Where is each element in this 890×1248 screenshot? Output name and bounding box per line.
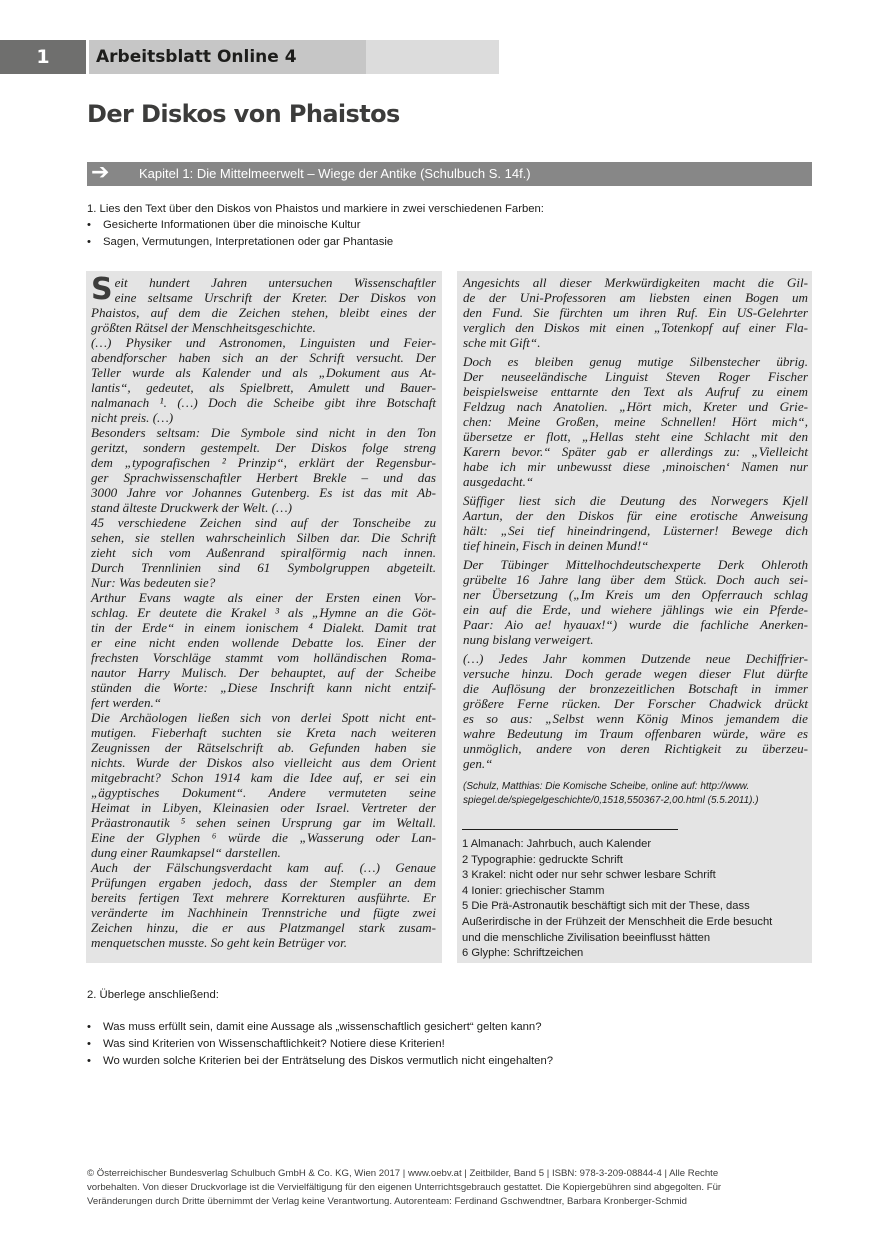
chapter-bar bbox=[87, 162, 812, 186]
article-line: menquetschen musste. So geht kein Betrüger vor. bbox=[91, 935, 347, 950]
article-line: nichts. Wurde der Diskos also vielleicht aus dem Orient bbox=[91, 755, 436, 770]
article-line: ausgedacht.“ bbox=[463, 474, 534, 489]
article-line: nalmanach ¹. (…) Doch die Scheibe gibt ihre Botschaft bbox=[91, 395, 436, 410]
article-line: Besonders seltsam: Die Symbole sind nicht in den Ton bbox=[91, 425, 436, 440]
article-line: den Fund. Sie fürchten um ihren Ruf. Ein US-Gelehrter bbox=[463, 305, 808, 320]
footer-line: © Österreichischer Bundesverlag Schulbuch GmbH & Co. KG, Wien 2017 | www.oebv.at | Zeitbilder, Band 5 | ISBN: 978-3-209-08844-4 | Alle Rechte bbox=[87, 1168, 719, 1179]
source-line: spiegel.de/spiegelgeschichte/0,1518,550367-2,00.html (5.5.2011).) bbox=[463, 795, 759, 806]
footnote-divider bbox=[462, 829, 678, 830]
article-line: zieht sich vom Außenrand spiralförmig nach innen. bbox=[91, 545, 436, 560]
article-line: versuche hinzu. Doch gerade wegen dieser Flut dürfte bbox=[463, 666, 808, 681]
header-tail-bar bbox=[366, 40, 499, 74]
article-line: eit hundert Jahren untersuchen Wissenschaftler bbox=[114, 275, 436, 290]
article-right-column bbox=[463, 275, 808, 808]
article-line: er eine nicht enden wollende Debatte los. Einer der bbox=[91, 635, 436, 650]
article-line: 45 verschiedene Zeichen sind auf der Tonscheibe zu bbox=[91, 515, 436, 530]
article-line: Phaistos, auf dem die Zeichen stehen, bleibt eines der bbox=[91, 305, 436, 320]
article-line: beispielsweise enttarnte den Text als Aufruf zu einem bbox=[463, 384, 808, 399]
article-line: übersetze er flott, „Hellas steht eine Schlacht mit den bbox=[463, 429, 808, 444]
article-line: Aartun, der den Diskos für eine erotische Anweisung bbox=[463, 508, 808, 523]
article-line: chen: Meine Großen, meine Schnellen! Hört mich“, bbox=[463, 414, 808, 429]
worksheet-title: Arbeitsblatt Online 4 bbox=[89, 40, 366, 74]
article-left-column bbox=[91, 272, 436, 950]
article-line: nautor Harry Mulisch. Der behauptet, auf der Scheibe bbox=[91, 665, 436, 680]
arrow-right-icon: ➔ bbox=[91, 160, 110, 185]
footnotes bbox=[462, 837, 812, 962]
article-line: sehen, sie stellen wahrscheinlich Silben dar. Die Schrift bbox=[91, 530, 436, 545]
footnote: Außerirdische in der Frühzeit der Menschheit die Erde besucht bbox=[462, 915, 773, 928]
article-line: Doch es bleiben genug mutige Silbenstecher übrig. bbox=[463, 354, 808, 369]
task-2-bullet: • Was sind Kriterien von Wissenschaftlichkeit? Notiere diese Kriterien! bbox=[87, 1038, 445, 1050]
article-line: unmöglich, andere von deren Richtigkeit zu überzeu- bbox=[463, 741, 808, 756]
footnote: 2 Typographie: gedruckte Schrift bbox=[462, 853, 623, 866]
dropcap: S bbox=[91, 272, 113, 307]
article-line: Der Tübinger Mittelhochdeutschexperte Derk Ohleroth bbox=[463, 557, 808, 572]
task-1-bullet: • Sagen, Vermutungen, Interpretationen oder gar Phantasie bbox=[87, 236, 394, 248]
article-line: Die Archäologen ließen sich von derlei Spott nicht ent- bbox=[91, 710, 436, 725]
article-line: gen.“ bbox=[463, 756, 493, 771]
task-1-instruction: 1. Lies den Text über den Diskos von Phaistos und markiere in zwei verschiedenen Farben: bbox=[87, 203, 544, 215]
article-line: hält: „Sei tief hineindringend, Lüsterner! Bewege dich bbox=[463, 523, 808, 538]
worksheet-header bbox=[0, 40, 499, 74]
article-line: dem „typografischen ² Prinzip“, erklärt der Regensbur- bbox=[91, 455, 436, 470]
article-line: dung einer Raumkapsel“ darstellen. bbox=[91, 845, 281, 860]
article-paragraph bbox=[463, 493, 808, 553]
article-line: Süffiger liest sich die Deutung des Norwegers Kjell bbox=[463, 493, 808, 508]
footnote: 3 Krakel: nicht oder nur sehr schwer lesbare Schrift bbox=[462, 869, 716, 882]
article-paragraph bbox=[463, 557, 808, 647]
article-line: veränderte im Nachhinein Trennstriche und fügte zwei bbox=[91, 905, 436, 920]
article-line: abendforscher haben sich an der Schrift versucht. Der bbox=[91, 350, 436, 365]
footnote: 5 Die Prä-Astronautik beschäftigt sich mit der These, dass bbox=[462, 900, 750, 913]
task-1-bullet: • Gesicherte Informationen über die minoische Kultur bbox=[87, 219, 361, 231]
article-line: größten Rätsel der Menschheitsgeschichte. bbox=[91, 320, 316, 335]
article-line: Heimat in Libyen, Kleinasien oder Israel. Vertreter der bbox=[91, 800, 436, 815]
article-line: ner Übersetzung („Im Kreis um den Opferrauch schlag bbox=[463, 587, 808, 602]
article-line: „ägyptisches Dokument“. Andere vermuteten seine bbox=[91, 785, 436, 800]
article-line: Durch Trennlinien sind 61 Symbolgruppen abgeteilt. bbox=[91, 560, 436, 575]
article-line: eine seltsame Urschrift der Kreter. Der Diskos von bbox=[114, 290, 436, 305]
article-paragraph bbox=[463, 275, 808, 350]
source-citation bbox=[463, 780, 808, 808]
article-line: Zeichen hinzu, die er aus Platzmangel stark zusam- bbox=[91, 920, 436, 935]
article-line: mitgebracht? Schon 1914 kam die Idee auf, er sei ein bbox=[91, 770, 436, 785]
article-line: nicht preis. (…) bbox=[91, 410, 174, 425]
article-line: Feldzug nach Anatolien. „Hört mich, Kreter und Grie- bbox=[463, 399, 808, 414]
article-line: (…) Jedes Jahr kommen Dutzende neue Dechiffrier- bbox=[463, 651, 808, 666]
article-line: bereits fertigen Text mehrere Korrekturen ausführte. Er bbox=[91, 890, 436, 905]
footnote: 1 Almanach: Jahrbuch, auch Kalender bbox=[462, 838, 652, 850]
article-line: lantis“, gedeutet, als Spielbrett, Amulett und Bauer- bbox=[91, 380, 436, 395]
article-line: wahre Bedeutung im Traum offenbaren würde, wäre es bbox=[463, 726, 808, 741]
article-line: Angesichts all dieser Merkwürdigkeiten macht die Gil- bbox=[463, 275, 808, 290]
article-line: geritzt, sondern gestempelt. Der Diskos folge streng bbox=[91, 440, 436, 455]
article-line: schlag. Er deutete die Krakel ³ als „Hymne an die Göt- bbox=[91, 605, 436, 620]
chapter-label: Kapitel 1: Die Mittelmeerwelt – Wiege der Antike (Schulbuch S. 14f.) bbox=[139, 166, 531, 181]
footer-line: vorbehalten. Von dieser Druckvorlage ist die Vervielfältigung für den eigenen Unterrichtsgebrauch gestattet. Die Kopiergebühren sind abgegolten. Für bbox=[87, 1182, 722, 1193]
article-line: 3000 Jahre vor Johannes Gutenberg. Es ist das mit Ab- bbox=[91, 485, 436, 500]
footer-line: Veränderungen durch Dritte übernimmt der Verlag keine Verantwortung. Autorenteam: Ferdinand Gschwendtner, Barbara Kronberger-Schmid bbox=[87, 1196, 687, 1207]
footnote: und die menschliche Zivilisation beeinflusst hätten bbox=[462, 931, 711, 944]
task-2-bullet: • Wo wurden solche Kriterien bei der Enträtselung des Diskos vermutlich nicht eingehalten? bbox=[87, 1055, 554, 1067]
article-line: größere Ferne rücken. Der Forscher Chadwick drückt bbox=[463, 696, 808, 711]
article-line: stünden die Worte: „Diese Inschrift kann nicht entzif- bbox=[91, 680, 436, 695]
article-line: stand älteste Druckwerk der Welt. (…) bbox=[91, 500, 292, 515]
worksheet-number: 1 bbox=[0, 40, 86, 74]
article-line: Karern bevor.“ Später gab er allerdings zu: „Vielleicht bbox=[463, 444, 808, 459]
article-paragraph bbox=[463, 354, 808, 489]
article-line: Teller wurde als Kalender und als „Dokument aus At- bbox=[91, 365, 436, 380]
footnote: 6 Glyphe: Schriftzeichen bbox=[462, 947, 584, 960]
article-line: fert werden.“ bbox=[91, 695, 162, 710]
page-title: Der Diskos von Phaistos bbox=[87, 100, 400, 128]
task-2-instruction: 2. Überlege anschließend: bbox=[87, 989, 219, 1001]
article-line: Paar: Aio ae! hyauax!“) wurde die fachliche Anerken- bbox=[463, 617, 808, 632]
article-line: Arthur Evans wagte als einer der Ersten einen Vor- bbox=[91, 590, 436, 605]
copyright-footer bbox=[87, 1167, 812, 1209]
article-line: Nur: Was bedeuten sie? bbox=[91, 575, 216, 590]
article-line: tin der Erde“ in einem ionischem ⁴ Dialekt. Damit trat bbox=[91, 620, 436, 635]
article-line: mutigen. Fieberhaft suchten sie Kreta nach weiteren bbox=[91, 725, 436, 740]
article-line: Zeugnissen der Rätselschrift ab. Gefunden haben sie bbox=[91, 740, 436, 755]
article-line: nung bislang verweigert. bbox=[463, 632, 594, 647]
article-line: die Auflösung der bronzezeitlichen Botschaft in immer bbox=[463, 681, 808, 696]
article-line: Präastronautik ⁵ sehen seinen Ursprung gar im Weltall. bbox=[91, 815, 436, 830]
task-2-bullet: • Was muss erfüllt sein, damit eine Aussage als „wissenschaftlich gesichert“ gelten kann? bbox=[87, 1021, 542, 1033]
article-line: es so aus: „Selbst wenn König Minos jemandem die bbox=[463, 711, 808, 726]
source-line: (Schulz, Matthias: Die Komische Scheibe, online auf: http://www. bbox=[463, 781, 750, 792]
article-paragraph bbox=[463, 651, 808, 771]
article-line: Der neuseeländische Linguist Steven Roger Fischer bbox=[463, 369, 808, 384]
article-line: Eine der Glyphen ⁶ würde die „Wasserung oder Lan- bbox=[91, 830, 436, 845]
article-line: (…) Physiker und Astronomen, Linguisten und Feier- bbox=[91, 335, 436, 350]
article-line: ger Sprachwissenschaftler Herbert Brekle – und das bbox=[91, 470, 436, 485]
article-line: sche mit Gift“. bbox=[463, 335, 541, 350]
article-line: verglich den Diskos mit einen „Totenkopf auf einer Fla- bbox=[463, 320, 808, 335]
article-line: ein auf die Erde, und wiehere jählings wie ein Pferde- bbox=[463, 602, 808, 617]
article-line: Prüfungen ergaben jedoch, dass der Stempler an dem bbox=[91, 875, 436, 890]
footnote: 4 Ionier: griechischer Stamm bbox=[462, 884, 605, 897]
article-line: de der Uni-Professoren am liebsten einen Bogen um bbox=[463, 290, 808, 305]
article-line: habe ich mir unbewusst diese ‚minoischen‘ Namen nur bbox=[463, 459, 808, 474]
article-line: Auch der Fälschungsverdacht kam auf. (…) Genaue bbox=[91, 860, 436, 875]
article-line: tief hinein, Fisch in deinen Mund!“ bbox=[463, 538, 649, 553]
article-line: grübelte 16 Jahre lang über dem Stück. Doch auch sei- bbox=[463, 572, 808, 587]
article-line: frechsten Vorschläge stammt vom holländischen Roma- bbox=[91, 650, 436, 665]
